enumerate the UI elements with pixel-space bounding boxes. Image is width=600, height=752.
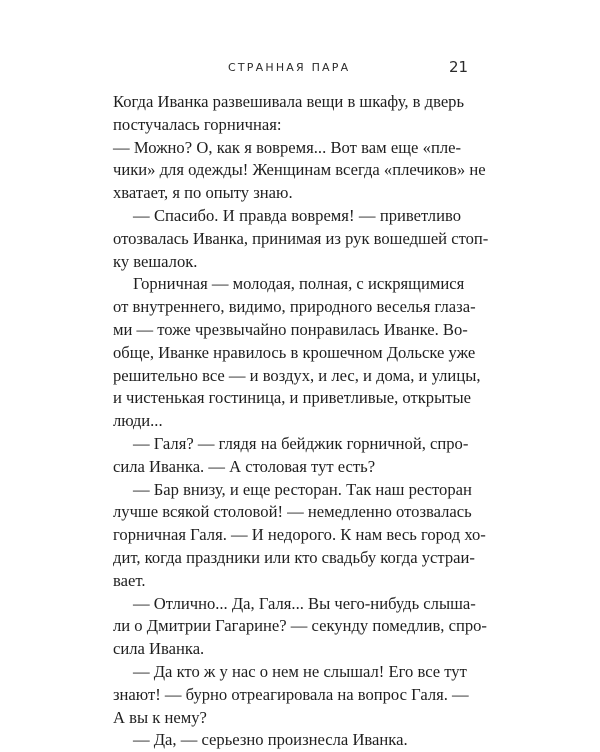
text-line: сила Иванка. — А столовая тут есть? — [113, 456, 376, 476]
text-line: — Спасибо. И правда вовремя! — приветливо — [133, 205, 461, 225]
text-line: — Бар внизу, и еще ресторан. Так наш ресторан — [133, 479, 472, 499]
text-line: дит, когда праздники или кто свадьбу когда устраи- — [113, 547, 475, 567]
body-text — [113, 91, 489, 752]
text-line: А вы к нему? — [113, 707, 207, 727]
text-line: — Галя? — глядя на бейджик горничной, спро- — [133, 433, 469, 453]
text-line: Когда Иванка развешивала вещи в шкафу, в дверь — [113, 92, 465, 111]
text-line: ли о Дмитрии Гагарине? — секунду помедлив, спро- — [113, 616, 487, 636]
text-line: от внутреннего, видимо, природного веселья глаза- — [113, 297, 476, 317]
text-line: сила Иванка. — [113, 639, 205, 659]
text-line: чики» для одежды! Женщинам всегда «плечиков» не — [113, 160, 486, 180]
text-line: — Отлично... Да, Галя... Вы чего-нибудь слыша- — [133, 593, 476, 613]
text-line: и чистенькая гостиница, и приветливые, открытые — [113, 388, 471, 408]
text-line: ку вешалок. — [113, 251, 198, 271]
text-line: горничная Галя. — И недорого. К нам весь город хо- — [113, 525, 486, 545]
text-line: знают! — бурно отреагировала на вопрос Галя. — — [113, 684, 469, 704]
text-line: — Можно? О, как я вовремя... Вот вам еще «пле- — [113, 137, 461, 157]
running-title: СТРАННАЯ ПАРА — [228, 61, 351, 74]
text-line: люди... — [113, 411, 163, 431]
page-number: 21 — [449, 58, 469, 76]
text-line: постучалась горничная: — [113, 114, 282, 134]
text-line: — Да кто ж у нас о нем не слышал! Его все тут — [133, 661, 467, 681]
text-line: решительно все — и воздух, и лес, и дома, и улицы, — [113, 365, 481, 385]
text-line: вает. — [113, 570, 146, 590]
text-line: отозвалась Иванка, принимая из рук вошедшей стоп- — [113, 228, 489, 248]
text-line: хватает, я по опыту знаю. — [113, 183, 293, 203]
text-line: лучше всякой столовой! — немедленно отозвалась — [113, 502, 472, 522]
text-line: Горничная — молодая, полная, с искрящимися — [133, 274, 465, 294]
text-line: — Да, — серьезно произнесла Иванка. — [133, 730, 408, 750]
text-line: обще, Иванке нравилось в крошечном Дольске уже — [113, 342, 476, 362]
text-line: ми — тоже чрезвычайно понравилась Иванке. Во- — [113, 319, 468, 339]
